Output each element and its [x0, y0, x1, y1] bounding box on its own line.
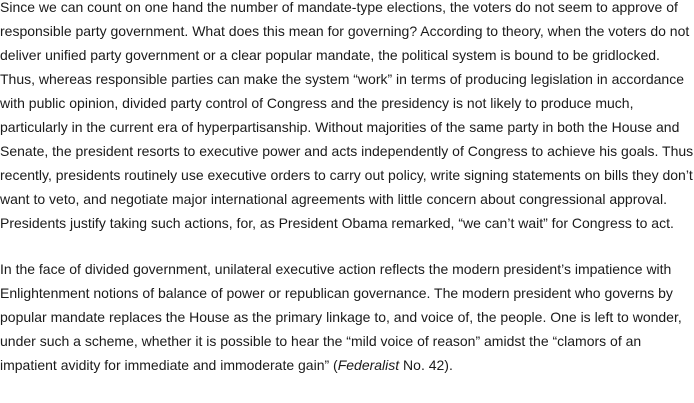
text-line: In the face of divided government, unilateral executive action reflects the modern president’s impatience with — [0, 261, 672, 277]
text-line: want to veto, and negotiate major international agreements with little concern about congressional approval. — [0, 191, 667, 207]
text-line: deliver unified party government or a clear popular mandate, the political system is bound to be gridlocked. — [0, 47, 660, 63]
text-line: recently, presidents routinely use executive orders to carry out policy, write signing statements on bills they don’t — [0, 167, 693, 183]
text-line-final — [0, 353, 694, 377]
text-line: Presidents justify taking such actions, for, as President Obama remarked, “we can’t wait” for Congress to act. — [0, 215, 674, 231]
text-line: particularly in the current era of hyperpartisanship. Without majorities of the same party in both the House and — [0, 119, 680, 135]
text-line: with public opinion, divided party control of Congress and the presidency is not likely to produce much, — [0, 95, 634, 111]
text-line: Since we can count on one hand the number of mandate-type elections, the voters do not seem to approve of — [0, 0, 678, 15]
paragraph-2 — [0, 257, 694, 377]
text-line: responsible party government. What does this mean for governing? According to theory, when the voters do not — [0, 23, 690, 39]
text-line: popular mandate replaces the House as the primary linkage to, and voice of, the people. One is left to wonder, — [0, 309, 682, 325]
final-line-text: impatient avidity for immediate and immoderate gain” ( — [0, 357, 338, 373]
text-line: Thus, whereas responsible parties can make the system “work” in terms of producing legislation in accordance — [0, 71, 684, 87]
federalist-citation-title: Federalist — [337, 357, 400, 373]
citation-number: No. 42). — [399, 357, 453, 373]
text-line: under such a scheme, whether it is possible to hear the “mild voice of reason” amidst the “clamors of an — [0, 333, 642, 349]
text-line: Senate, the president resorts to executive power and acts independently of Congress to achieve his goals. Thus — [0, 143, 694, 159]
text-line: Enlightenment notions of balance of power or republican governance. The modern president who governs by — [0, 285, 673, 301]
